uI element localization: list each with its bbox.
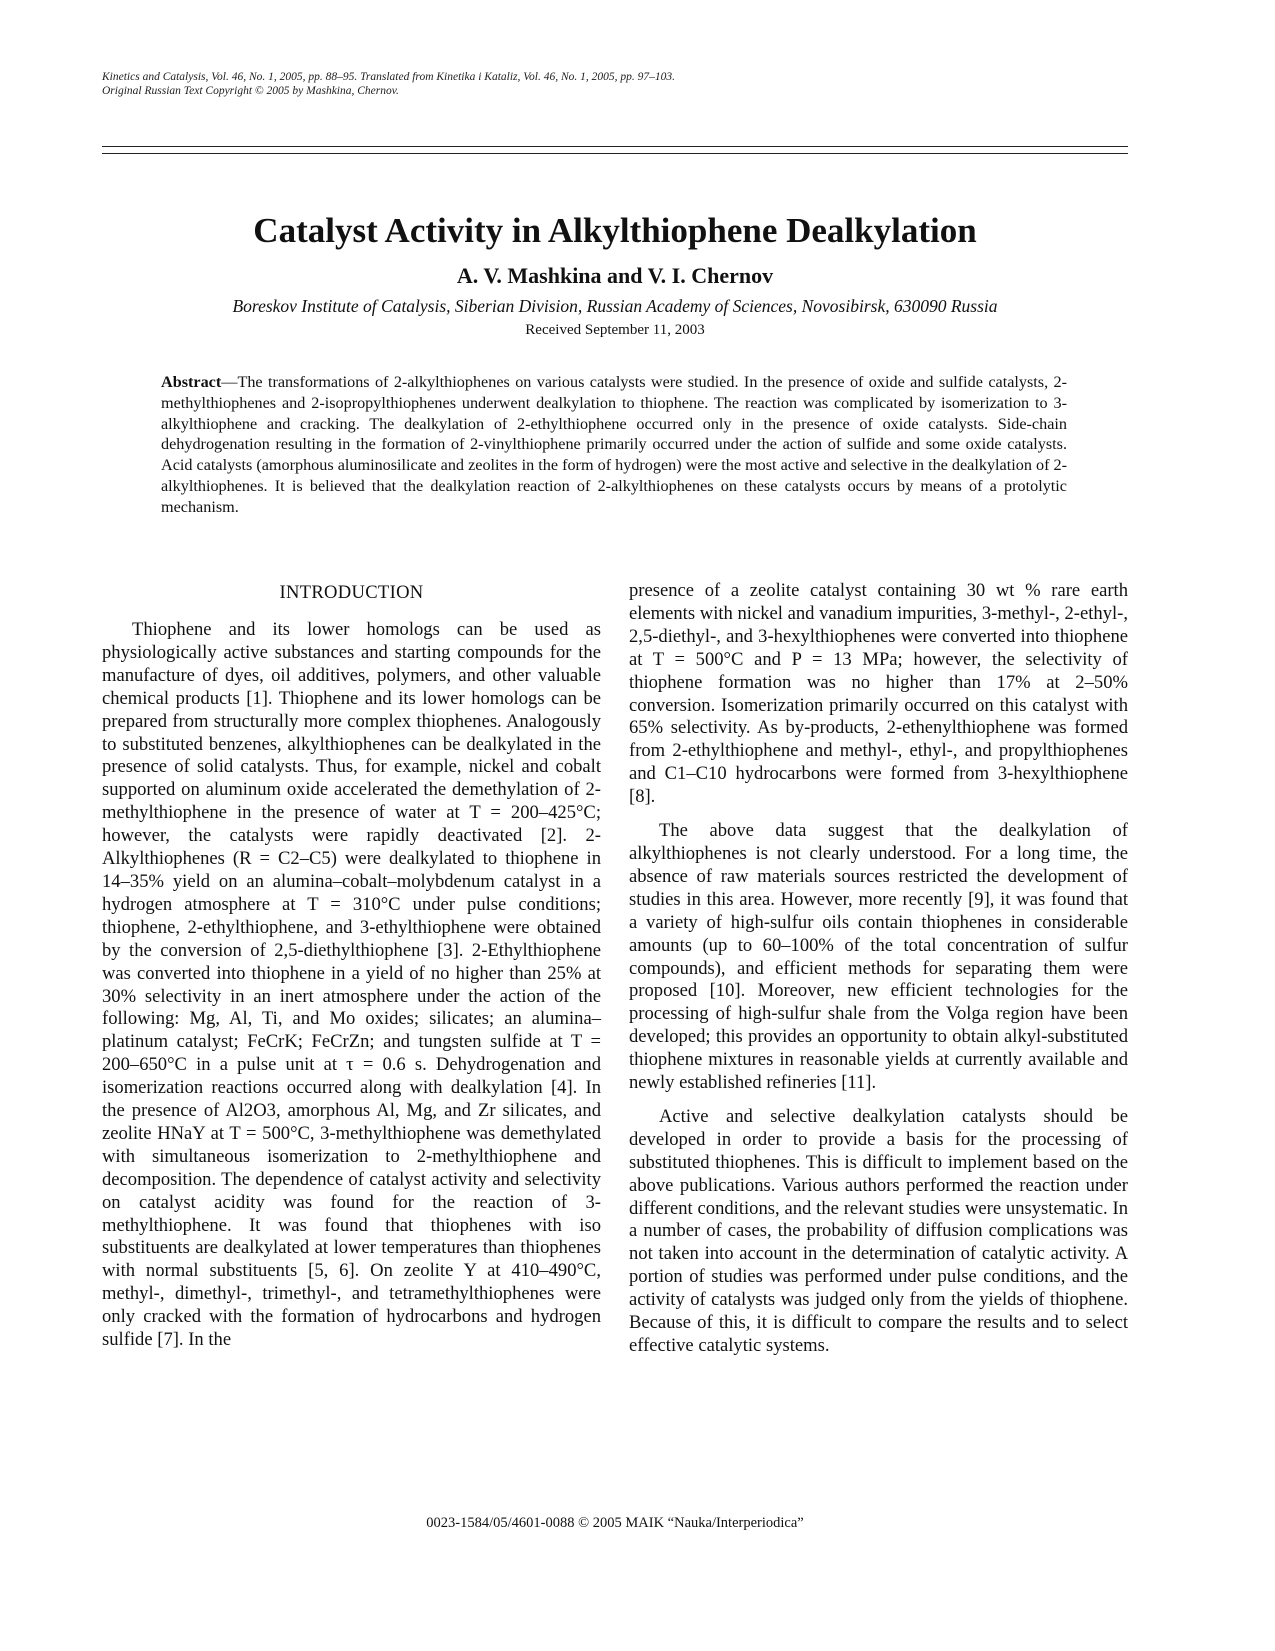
header-rule-top: [102, 146, 1128, 147]
abstract-text: —The transformations of 2-alkylthiophenes on various catalysts were studied. In the presence of oxide and sulfide catalysts, 2-methylthiophenes and 2-isopropylthiophenes underwent dealkylation to thiophene. The reaction was complicated by isomerization to 3-alkylthiophene and cracking. The dealkylation of 2-ethylthiophene occurred only in the presence of oxide catalysts. Side-chain dehydrogenation resulting in the formation of 2-vinylthiophene primarily occurred under the action of sulfide and some oxide catalysts. Acid catalysts (amorphous aluminosilicate and zeolites in the form of hydrogen) were the most active and selective in the dealkylation of 2-alkylthiophenes. It is believed that the dealkylation reaction of 2-alkylthiophenes on these catalysts occurs by means of a protolytic mechanism.: [161, 373, 1067, 516]
section-heading: INTRODUCTION: [279, 582, 424, 603]
copyright-note: Original Russian Text Copyright © 2005 by Mashkina, Chernov.: [102, 85, 399, 97]
body-paragraph: Thiophene and its lower homologs can be used as physiologically active substances and starting compounds for the manufacture of dyes, oil additives, polymers, and other valuable chemical products [1]. Thiophene and its lower homologs can be prepared from structurally more complex thiophenes. Analogously to substituted benzenes, alkylthiophenes can be dealkylated in the presence of solid catalysts. Thus, for example, nickel and cobalt supported on aluminum oxide accelerated the demethylation of 2-methylthiophene in the presence of water at T = 200–425°C; however, the catalysts were rapidly deactivated [2]. 2-Alkylthiophenes (R = C2–C5) were dealkylated to thiophene in 14–35% yield on an alumina–cobalt–molybdenum catalyst in a hydrogen atmosphere at T = 310°C under pulse conditions; thiophene, 2-ethylthiophene, and 3-ethylthiophene were obtained by the conversion of 2,5-diethylthiophene [3]. 2-Ethylthiophene was converted into thiophene in a yield of no higher than 25% at 30% selectivity in an inert atmosphere under the action of the following: Mg, Al, Ti, and Mo oxides; silicates; an alumina–platinum catalyst; FeCrK; FeCrZn; and tungsten sulfide at T = 200–650°C in a pulse unit at τ = 0.6 s. Dehydrogenation and isomerization reactions occurred along with dealkylation [4]. In the presence of Al2O3, amorphous Al, Mg, and Zr silicates, and zeolite HNaY at T = 500°C, 3-methylthiophene was demethylated with simultaneous isomerization to 2-methylthiophene and decomposition. The dependence of catalyst activity and selectivity on catalyst acidity was found for the reaction of 3-methylthiophene. It was found that thiophenes with iso substituents are dealkylated at lower temperatures than thiophenes with normal substituents [5, 6]. On zeolite Y at 410–490°C, methyl-, dimethyl-, trimethyl-, and tetramethylthiophenes were only cracked with the formation of hydrocarbons and hydrogen sulfide [7]. In the: [102, 619, 601, 1351]
affiliation: Boreskov Institute of Catalysis, Siberian Division, Russian Academy of Sciences, Novosibirsk, 630090 Russia: [232, 296, 998, 316]
article-title: Catalyst Activity in Alkylthiophene Dealkylation: [253, 211, 977, 250]
journal-header: [102, 70, 1102, 98]
authors: A. V. Mashkina and V. I. Chernov: [456, 263, 774, 288]
body-paragraph: presence of a zeolite catalyst containing 30 wt % rare earth elements with nickel and vanadium impurities, 3-methyl-, 2-ethyl-, 2,5-diethyl-, and 3-hexylthiophenes were converted into thiophene at T = 500°C and P = 13 MPa; however, the selectivity of thiophene formation was no higher than 17% at 2–50% conversion. Isomerization primarily occurred on this catalyst with 65% selectivity. As by-products, 2-ethenylthiophene was formed from 2-ethylthiophene and methyl-, ethyl-, and propylthiophenes and C1–C10 hydrocarbons were formed from 3-hexylthiophene [8].: [629, 580, 1128, 808]
body-paragraph: The above data suggest that the dealkylation of alkylthiophenes is not clearly understood. For a long time, the absence of raw materials sources restricted the development of studies in this area. However, more recently [9], it was found that a variety of high-sulfur oils contain thiophenes in considerable amounts (up to 60–100% of the total concentration of sulfur compounds), and efficient methods for separating them were proposed [10]. Moreover, new efficient technologies for the processing of high-sulfur shale from the Volga region have been developed; this provides an opportunity to obtain alkyl-substituted thiophene mixtures in reasonable yields at currently available and newly established refineries [11].: [629, 820, 1128, 1094]
body-paragraph: Active and selective dealkylation catalysts should be developed in order to provide a basis for the processing of substituted thiophenes. This is difficult to implement based on the above publications. Various authors performed the reaction under different conditions, and the relevant studies were unsystematic. In a number of cases, the probability of diffusion complications was not taken into account in the determination of catalytic activity. A portion of studies was performed under pulse conditions, and the activity of catalysts was judged only from the yields of thiophene. Because of this, it is difficult to compare the results and to select effective catalytic systems.: [629, 1105, 1128, 1356]
received-date: Received September 11, 2003: [525, 322, 705, 338]
abstract-label: Abstract: [161, 373, 222, 391]
left-column: [102, 580, 601, 1363]
journal-citation: Kinetics and Catalysis, Vol. 46, No. 1, 2005, pp. 88–95. Translated from Kinetika i Kataliz, Vol. 46, No. 1, 2005, pp. 97–103.: [102, 71, 676, 83]
abstract: [161, 372, 1067, 518]
header-rule-bottom: [102, 153, 1128, 154]
right-column: [629, 580, 1128, 1369]
page-footer: 0023-1584/05/4601-0088 © 2005 MAIK “Nauka/Interperiodica”: [426, 1515, 804, 1531]
